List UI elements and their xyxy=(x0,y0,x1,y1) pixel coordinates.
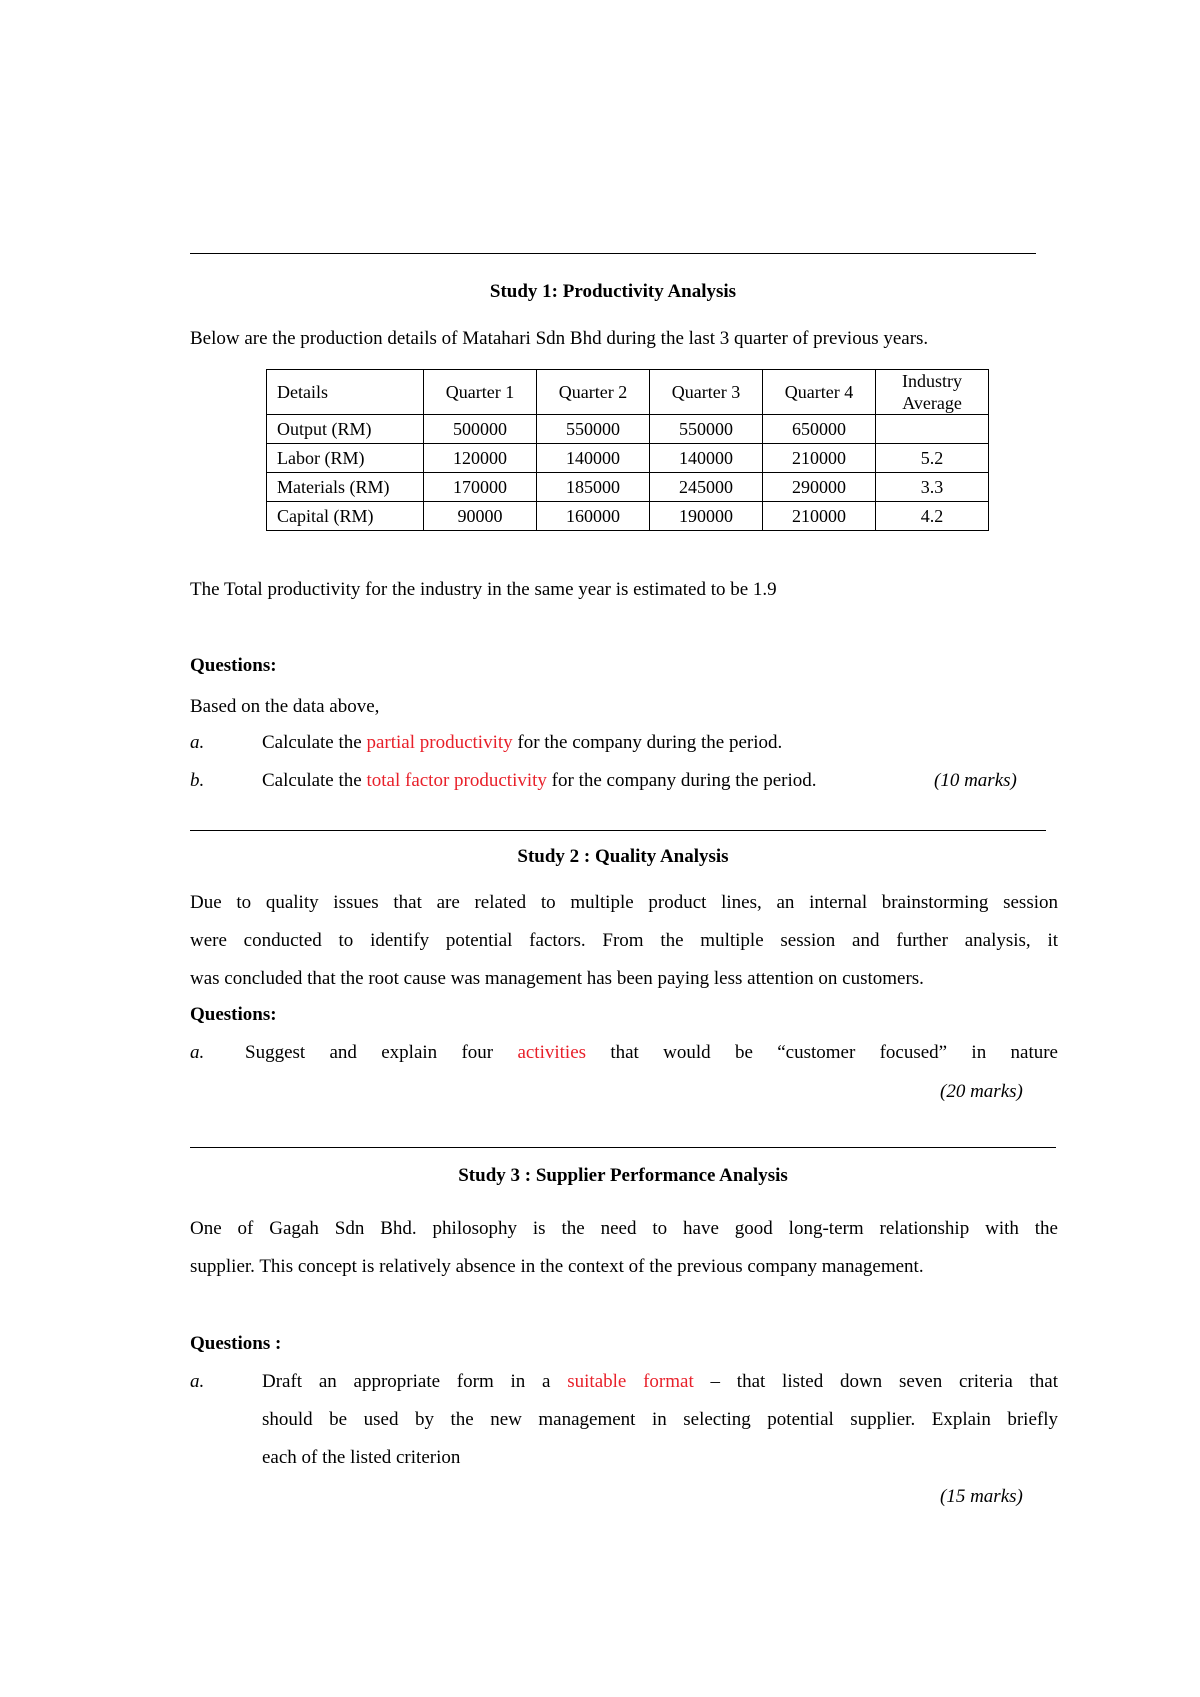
table-cell: Materials (RM) xyxy=(267,473,424,502)
study3-question-a-line1 xyxy=(262,1371,1058,1393)
study3-para-line: One of Gagah Sdn Bhd. philosophy is the need to have good long-term relationship with the xyxy=(190,1218,1058,1239)
table-header-cell xyxy=(876,370,989,415)
header-industry-line1: Industry xyxy=(902,371,962,391)
question-text: – that listed down seven criteria that xyxy=(693,1371,1059,1392)
question-text: that would be “customer focused” in nature xyxy=(586,1042,1058,1063)
highlight-term: total factor productivity xyxy=(366,770,547,791)
study3-title: Study 3 : Supplier Performance Analysis xyxy=(458,1165,788,1186)
table-row xyxy=(267,502,989,531)
question-label: a. xyxy=(190,1371,205,1392)
table-cell xyxy=(876,415,989,444)
header-industry-line2: Average xyxy=(902,393,962,413)
study1-title: Study 1: Productivity Analysis xyxy=(489,281,737,302)
study1-total-note: The Total productivity for the industry in the same year is estimated to be 1.9 xyxy=(190,579,777,600)
table-cell: 170000 xyxy=(424,473,537,502)
question-text: Suggest and explain four xyxy=(245,1042,518,1063)
section-divider xyxy=(190,253,1036,254)
table-header-row xyxy=(267,370,989,415)
study1-intro: Below are the production details of Matahari Sdn Bhd during the last 3 quarter of previous years. xyxy=(190,328,929,349)
table-header-cell: Quarter 1 xyxy=(424,370,537,415)
table-row xyxy=(267,415,989,444)
table-cell: 120000 xyxy=(424,444,537,473)
study1-question-b xyxy=(262,770,817,792)
table-cell: 550000 xyxy=(650,415,763,444)
study2-marks: (20 marks) xyxy=(940,1081,1023,1102)
question-text: Calculate the xyxy=(262,770,367,791)
highlight-term: suitable format xyxy=(567,1371,694,1392)
study2-para-line: were conducted to identify potential factors. From the multiple session and further analysis, it xyxy=(190,930,1058,951)
table-cell: 210000 xyxy=(763,502,876,531)
study1-marks: (10 marks) xyxy=(934,770,1017,791)
table-header-cell: Quarter 4 xyxy=(763,370,876,415)
study1-lead: Based on the data above, xyxy=(190,696,380,717)
section-divider xyxy=(190,1147,1056,1148)
table-row xyxy=(267,473,989,502)
study3-questions-heading: Questions : xyxy=(190,1333,282,1354)
table-cell: 650000 xyxy=(763,415,876,444)
question-text: for the company during the period. xyxy=(512,732,783,753)
table-cell: 90000 xyxy=(424,502,537,531)
study3-para-line: supplier. This concept is relatively absence in the context of the previous company management. xyxy=(190,1256,924,1277)
study2-questions-heading: Questions: xyxy=(190,1004,277,1025)
study1-question-a xyxy=(262,732,782,754)
study1-questions-heading: Questions: xyxy=(190,655,277,676)
table-cell: 3.3 xyxy=(876,473,989,502)
question-label: b. xyxy=(190,770,205,791)
study3-question-a-line3: each of the listed criterion xyxy=(262,1447,461,1468)
question-label: a. xyxy=(190,1042,205,1063)
table-cell: 500000 xyxy=(424,415,537,444)
table-cell: Capital (RM) xyxy=(267,502,424,531)
study2-title: Study 2 : Quality Analysis xyxy=(517,846,729,867)
table-cell: 5.2 xyxy=(876,444,989,473)
table-cell: Labor (RM) xyxy=(267,444,424,473)
table-cell: 550000 xyxy=(537,415,650,444)
table-cell: 140000 xyxy=(650,444,763,473)
table-header-cell: Details xyxy=(267,370,424,415)
study2-para-line: was concluded that the root cause was management has been paying less attention on customers. xyxy=(190,968,924,989)
highlight-term: partial productivity xyxy=(366,732,513,753)
table-header-cell: Quarter 3 xyxy=(650,370,763,415)
section-divider xyxy=(190,830,1046,831)
study2-para-line: Due to quality issues that are related to multiple product lines, an internal brainstorming session xyxy=(190,892,1058,913)
question-label: a. xyxy=(190,732,205,753)
question-text: Calculate the xyxy=(262,732,367,753)
table-cell: 210000 xyxy=(763,444,876,473)
highlight-term: activities xyxy=(517,1042,587,1063)
question-text: for the company during the period. xyxy=(546,770,817,791)
study3-question-a-line2: should be used by the new management in selecting potential supplier. Explain briefly xyxy=(262,1409,1058,1430)
table-cell: 160000 xyxy=(537,502,650,531)
study2-question-a xyxy=(245,1042,1058,1064)
table-row xyxy=(267,444,989,473)
table-cell: 140000 xyxy=(537,444,650,473)
table-cell: 290000 xyxy=(763,473,876,502)
production-table xyxy=(266,369,989,531)
question-text: Draft an appropriate form in a xyxy=(262,1371,568,1392)
table-cell: Output (RM) xyxy=(267,415,424,444)
study3-marks: (15 marks) xyxy=(940,1486,1023,1507)
table-cell: 4.2 xyxy=(876,502,989,531)
table-cell: 190000 xyxy=(650,502,763,531)
table-cell: 185000 xyxy=(537,473,650,502)
table-header-cell: Quarter 2 xyxy=(537,370,650,415)
table-cell: 245000 xyxy=(650,473,763,502)
